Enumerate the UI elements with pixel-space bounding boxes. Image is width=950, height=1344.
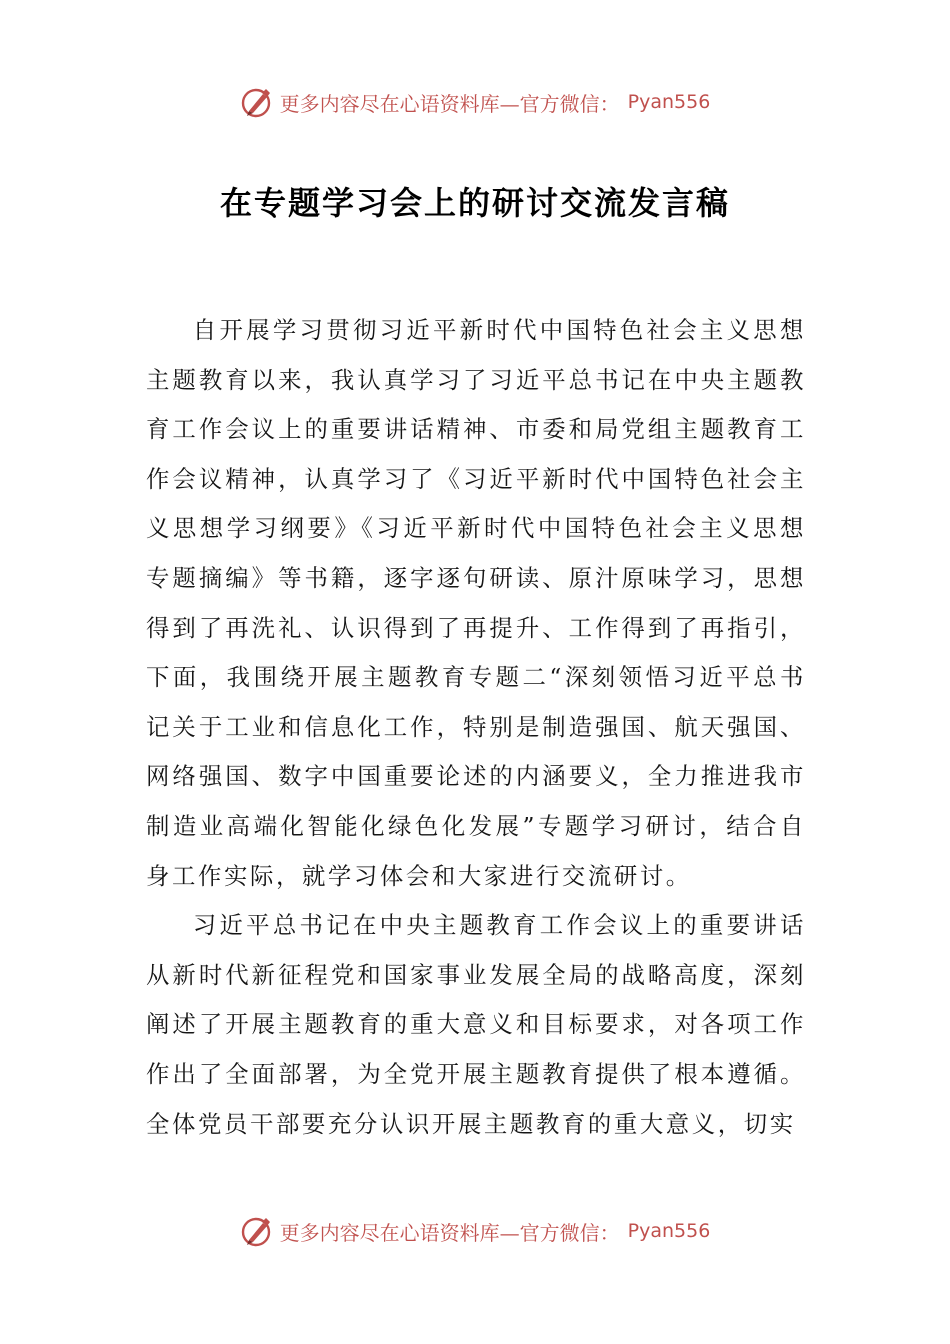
footer-banner <box>0 1211 950 1251</box>
document-title: 在专题学习会上的研讨交流发言稿 <box>219 184 730 222</box>
pen-logo-icon <box>240 1214 274 1248</box>
header-banner <box>0 82 950 122</box>
paragraph: 习近平总书记在中央主题教育工作会议上的重要讲话从新时代新征程党和国家事业发展全局的战略高度，深刻阐述了开展主题教育的重大意义和目标要求，对各项工作作出了全面部署，为全党开展主题教育提供了根本遵循。全体党员干部要充分认识开展主题教育的重大意义，切实 <box>146 911 806 1138</box>
banner-wechat-id: Pyan556 <box>627 91 711 113</box>
banner-text: 更多内容尽在心语资料库—官方微信： <box>279 1220 620 1245</box>
banner-text: 更多内容尽在心语资料库—官方微信： <box>279 91 620 116</box>
document-body <box>146 306 806 1149</box>
banner-wechat-id: Pyan556 <box>627 1220 711 1242</box>
pen-logo-icon <box>240 85 274 119</box>
paragraph: 自开展学习贯彻习近平新时代中国特色社会主义思想主题教育以来，我认真学习了习近平总书记在中央主题教育工作会议上的重要讲话精神、市委和局党组主题教育工作会议精神，认真学习了《习近平新时代中国特色社会主义思想学习纲要》《习近平新时代中国特色社会主义思想专题摘编》等书籍，逐字逐句研读、原汁原味学习，思想得到了再洗礼、认识得到了再提升、工作得到了再指引，下面，我围绕开展主题教育专题二“深刻领悟习近平总书记关于工业和信息化工作，特别是制造强国、航天强国、网络强国、数字中国重要论述的内涵要义，全力推进我市制造业高端化智能化绿色化发展”专题学习研讨，结合自身工作实际，就学习体会和大家进行交流研讨。 <box>146 316 806 890</box>
